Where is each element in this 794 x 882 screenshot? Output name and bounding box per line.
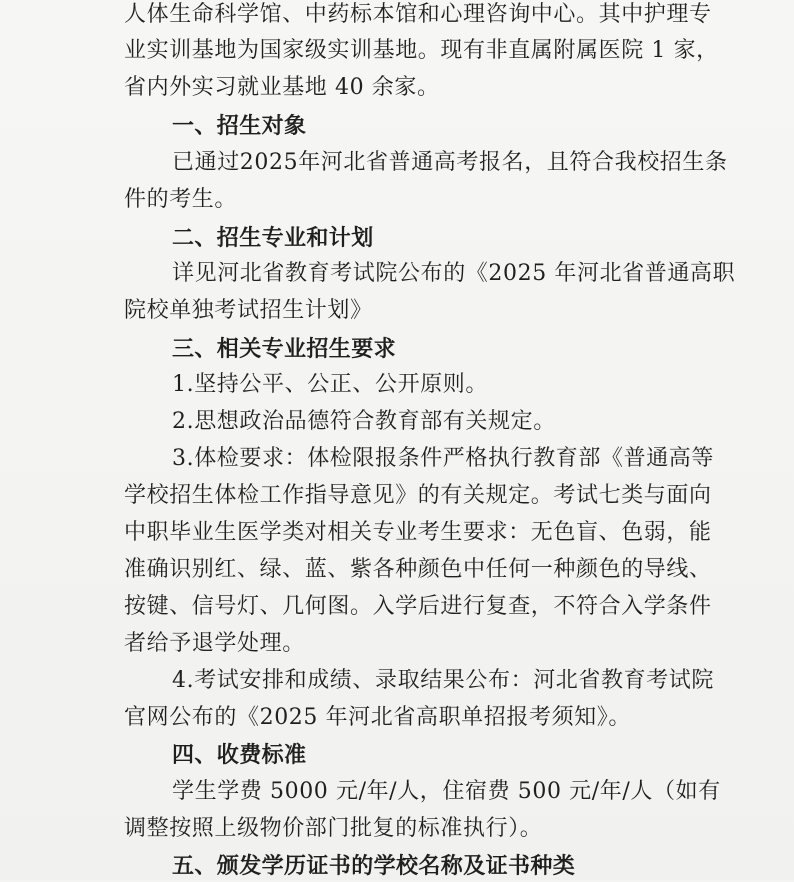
body-text-line: 者给予退学处理。 — [124, 631, 305, 656]
section-heading: 一、招生对象 — [172, 114, 307, 139]
section-heading: 三、相关专业招生要求 — [172, 337, 397, 362]
section-heading: 二、招生专业和计划 — [172, 226, 374, 251]
body-text-line: 调整按照上级物价部门批复的标准执行）。 — [124, 816, 543, 841]
body-text-line: 中职毕业生医学类对相关专业考生要求：无色盲、色弱，能 — [124, 520, 712, 545]
body-text-line: 学校招生体检工作指导意见》的有关规定。考试七类与面向 — [124, 483, 712, 508]
body-text-line: 按键、信号灯、几何图。入学后进行复查，不符合入学条件 — [124, 594, 712, 619]
section-heading: 四、收费标准 — [172, 743, 307, 768]
body-text-line: 省内外实习就业基地 40 余家。 — [124, 75, 440, 100]
body-text-line: 学生学费 5000 元/年/人，住宿费 500 元/年/人（如有 — [172, 779, 721, 804]
list-item: 1.坚持公平、公正、公开原则。 — [172, 372, 488, 397]
body-text-line: 业实训基地为国家级实训基地。现有非直属附属医院 1 家， — [124, 38, 719, 63]
section-heading: 五、颁发学历证书的学校名称及证书种类 — [172, 854, 576, 879]
list-item: 4.考试安排和成绩、录取结果公布：河北省教育考试院 — [172, 668, 714, 693]
list-item: 2.思想政治品德符合教育部有关规定。 — [172, 409, 556, 434]
body-text-line: 件的考生。 — [124, 187, 238, 212]
body-text-line: 官网公布的《2025 年河北省高职单招报考须知》。 — [124, 705, 631, 730]
body-text-line: 详见河北省教育考试院公布的《2025 年河北省普通高职 — [172, 261, 736, 286]
body-text-line: 院校单独考试招生计划》 — [124, 298, 373, 323]
body-text-line: 人体生命科学馆、中药标本馆和心理咨询中心。其中护理专 — [124, 2, 712, 27]
body-text-line: 准确识别红、绿、蓝、紫各种颜色中任何一种颜色的导线、 — [124, 557, 712, 582]
body-text-line: 已通过2025年河北省普通高考报名，且符合我校招生条 — [172, 150, 728, 175]
list-item: 3.体检要求：体检限报条件严格执行教育部《普通高等 — [172, 446, 714, 471]
